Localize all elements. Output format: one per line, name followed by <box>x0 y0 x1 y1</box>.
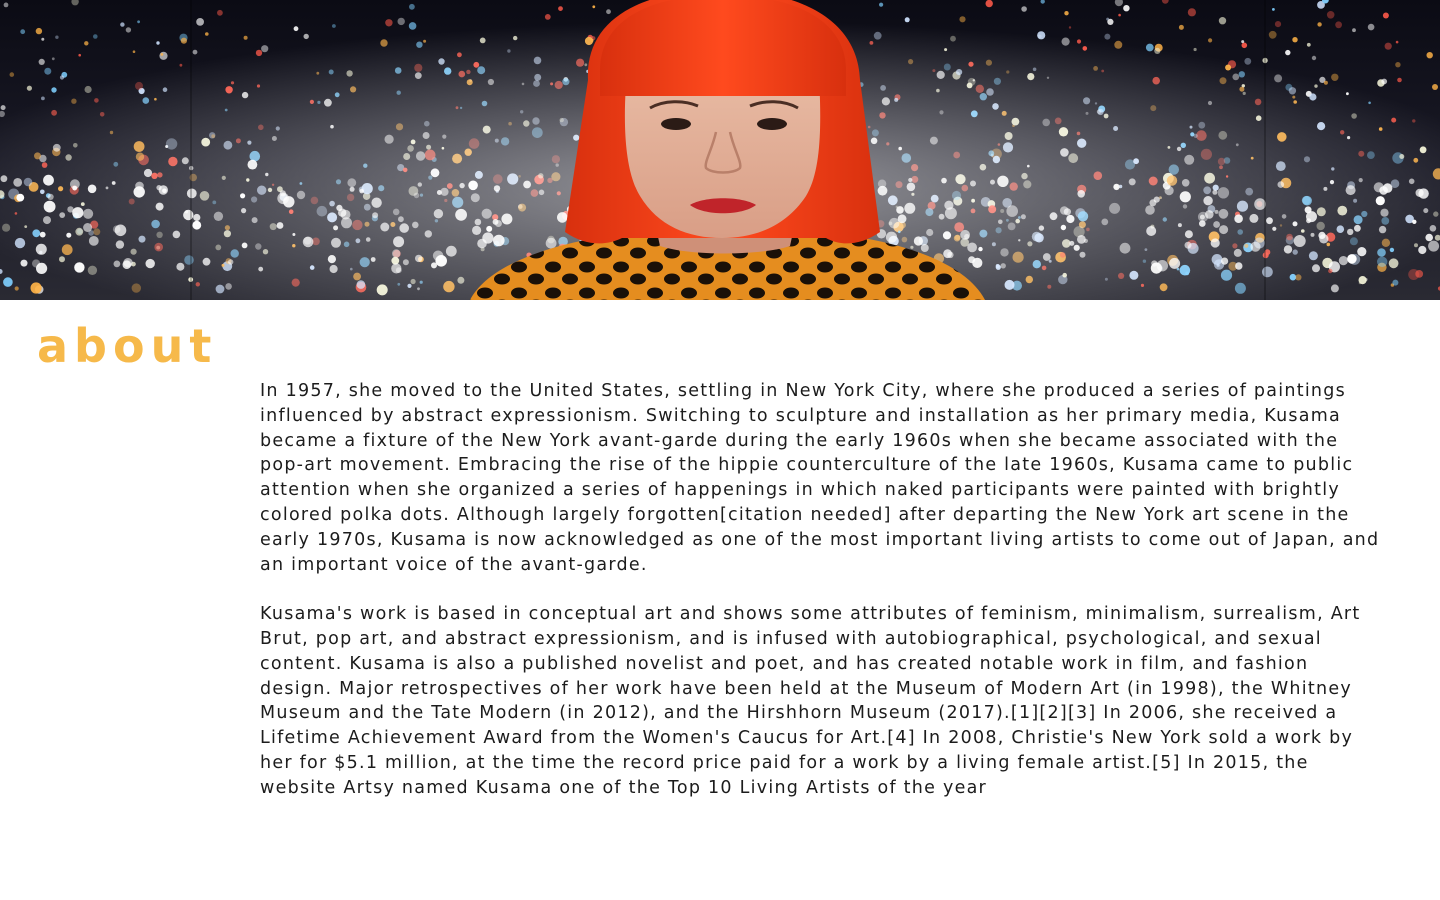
portrait-photo-icon <box>0 0 1440 300</box>
about-heading: about <box>37 319 218 373</box>
about-body <box>260 379 1380 801</box>
about-paragraph-2: Kusama's work is based in conceptual art and shows some attributes of feminism, minimalism, surrealism, Art Brut, pop art, and abstract expressionism, and is infused with autobiographical, psychological, and sexual content. Kusama is also a published novelist and poet, and has created notable work in film, and fashion design. Major retrospectives of her work have been held at the Museum of Modern Art (in 1998), the Whitney Museum and the Tate Modern (in 2012), and the Hirshhorn Museum (2017).[1][2][3] In 2006, she received a Lifetime Achievement Award from the Women's Caucus for Art.[4] In 2008, Christie's New York sold a work by her for $5.1 million, at the time the record price paid for a work by a living female artist.[5] In 2015, the website Artsy named Kusama one of the Top 10 Living Artists of the year <box>260 604 1361 798</box>
about-paragraph-1: In 1957, she moved to the United States, settling in New York City, where she produced a series of paintings influenced by abstract expressionism. Switching to sculpture and installation as her primary media, Kusama became a fixture of the New York avant-garde during the early 1960s when she became associated with the pop-art movement. Embracing the rise of the hippie counterculture of the late 1960s, Kusama came to public attention when she organized a series of happenings in which naked participants were painted with brightly colored polka dots. Although largely forgotten[citation needed] after departing the New York art scene in the early 1970s, Kusama is now acknowledged as one of the most important living artists to come out of Japan, and an important voice of the avant-garde. <box>260 381 1380 575</box>
hero-banner <box>0 0 1440 300</box>
